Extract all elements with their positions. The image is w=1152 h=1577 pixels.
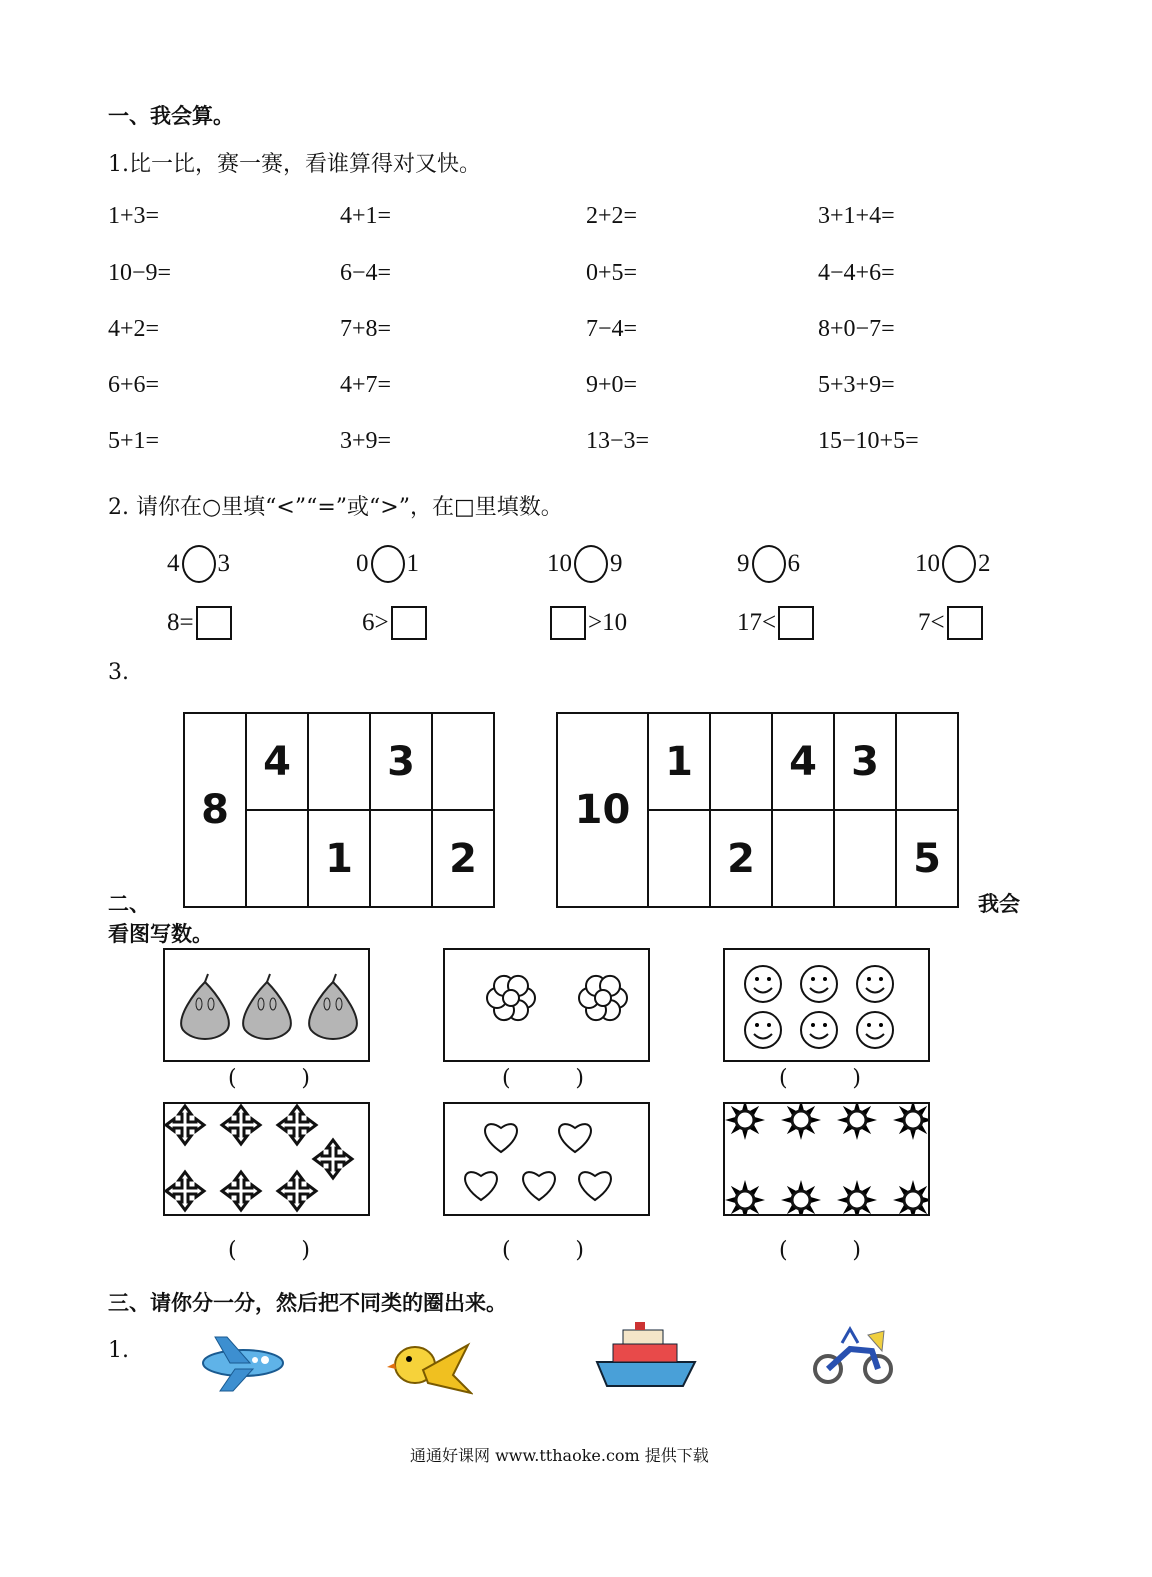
number-split-table-right bbox=[556, 712, 959, 908]
bottom-cell[interactable] bbox=[772, 810, 834, 907]
equation: 6+6= bbox=[108, 372, 160, 398]
fill-prefix: 17< bbox=[737, 609, 777, 636]
equation: 7+8= bbox=[340, 316, 392, 342]
compare-left: 10 bbox=[915, 550, 940, 577]
fill-prefix: 8= bbox=[167, 609, 194, 636]
bottom-cell: 5 bbox=[896, 810, 958, 907]
question-1: 1.比一比，赛一赛，看谁算得对又快。 bbox=[108, 152, 481, 177]
top-cell[interactable] bbox=[710, 713, 772, 810]
compare-left: 0 bbox=[356, 550, 369, 577]
equation: 9+0= bbox=[586, 372, 638, 398]
equation: 10−9= bbox=[108, 260, 172, 286]
smiley-icon bbox=[801, 966, 837, 1002]
cross-icon bbox=[278, 1106, 316, 1144]
compare-right: 3 bbox=[217, 550, 230, 577]
smiley-icon bbox=[745, 1012, 781, 1048]
answer-parentheses[interactable] bbox=[779, 1238, 861, 1263]
flower-icons bbox=[445, 950, 648, 1060]
bottom-cell: 2 bbox=[432, 810, 494, 907]
equation: 3+9= bbox=[340, 428, 392, 454]
equation: 15−10+5= bbox=[818, 428, 919, 454]
top-cell[interactable] bbox=[896, 713, 958, 810]
answer-parentheses[interactable] bbox=[779, 1066, 861, 1091]
motorcycle-image[interactable] bbox=[812, 1325, 894, 1387]
compare-left: 4 bbox=[167, 550, 180, 577]
equation: 7−4= bbox=[586, 316, 638, 342]
bottom-cell[interactable] bbox=[648, 810, 710, 907]
answer-box[interactable] bbox=[196, 606, 232, 640]
equation: 5+3+9= bbox=[818, 372, 895, 398]
picture-box-heart bbox=[443, 1102, 650, 1216]
heart-icons bbox=[445, 1104, 648, 1214]
sun-icon bbox=[893, 1104, 928, 1140]
equation: 4+2= bbox=[108, 316, 160, 342]
section3-question-1: 1. bbox=[108, 1338, 129, 1363]
footer-text: 通通好课网 www.tthaoke.com 提供下载 bbox=[410, 1446, 709, 1465]
ship-image[interactable] bbox=[595, 1320, 699, 1392]
cross-icon bbox=[314, 1140, 352, 1178]
sun-icons bbox=[725, 1104, 928, 1214]
equation: 8+0−7= bbox=[818, 316, 895, 342]
pear-icons bbox=[165, 950, 368, 1060]
answer-parentheses[interactable] bbox=[502, 1066, 584, 1091]
smiley-icon bbox=[857, 1012, 893, 1048]
compare-left: 9 bbox=[737, 550, 750, 577]
pear-icon bbox=[243, 974, 291, 1039]
answer-parentheses[interactable] bbox=[228, 1066, 310, 1091]
heart-icon bbox=[485, 1124, 517, 1152]
answer-box[interactable] bbox=[550, 606, 586, 640]
section2-title-part1: 二、 bbox=[108, 892, 150, 916]
heart-icon bbox=[559, 1124, 591, 1152]
pear-icon bbox=[309, 974, 357, 1039]
equation: 4−4+6= bbox=[818, 260, 895, 286]
answer-circle[interactable] bbox=[574, 545, 608, 583]
paren-open: ( bbox=[228, 1238, 237, 1263]
paren-open: ( bbox=[502, 1238, 511, 1263]
compare-item bbox=[915, 545, 991, 583]
paren-open: ( bbox=[228, 1066, 237, 1091]
answer-circle[interactable] bbox=[371, 545, 405, 583]
fill-item bbox=[167, 606, 234, 640]
bird-image[interactable] bbox=[383, 1325, 473, 1397]
sun-icon bbox=[837, 1104, 877, 1140]
equation: 4+7= bbox=[340, 372, 392, 398]
section2-title-part2: 我会 bbox=[978, 892, 1020, 916]
paren-close: ) bbox=[852, 1066, 861, 1091]
paren-open: ( bbox=[779, 1238, 788, 1263]
top-cell[interactable] bbox=[432, 713, 494, 810]
bottom-cell: 1 bbox=[308, 810, 370, 907]
smiley-icon bbox=[801, 1012, 837, 1048]
cross-icon bbox=[278, 1172, 316, 1210]
pear-icon bbox=[181, 974, 229, 1039]
top-cell: 4 bbox=[772, 713, 834, 810]
sun-icon bbox=[893, 1180, 928, 1214]
cross-icon bbox=[166, 1172, 204, 1210]
section1-title: 一、我会算。 bbox=[108, 104, 234, 128]
bottom-cell: 2 bbox=[710, 810, 772, 907]
paren-close: ) bbox=[301, 1066, 310, 1091]
picture-box-smiley bbox=[723, 948, 930, 1062]
fill-suffix: >10 bbox=[588, 609, 628, 636]
section2-title-part3: 看图写数。 bbox=[108, 922, 213, 946]
compare-item bbox=[737, 545, 800, 583]
picture-box-pear bbox=[163, 948, 370, 1062]
fill-item bbox=[548, 606, 627, 640]
total-cell: 8 bbox=[184, 713, 246, 907]
sun-icon bbox=[781, 1180, 821, 1214]
smiley-icon bbox=[745, 966, 781, 1002]
top-cell[interactable] bbox=[308, 713, 370, 810]
answer-circle[interactable] bbox=[752, 545, 786, 583]
bottom-cell[interactable] bbox=[370, 810, 432, 907]
heart-icon bbox=[465, 1172, 497, 1200]
answer-circle[interactable] bbox=[182, 545, 216, 583]
sun-icon bbox=[725, 1104, 765, 1140]
heart-icon bbox=[579, 1172, 611, 1200]
compare-item bbox=[356, 545, 419, 583]
fill-prefix: 7< bbox=[918, 609, 945, 636]
answer-box[interactable] bbox=[778, 606, 814, 640]
equation: 3+1+4= bbox=[818, 203, 895, 229]
compare-left: 10 bbox=[547, 550, 572, 577]
sun-icon bbox=[837, 1180, 877, 1214]
flower-icon bbox=[487, 976, 535, 1020]
paren-close: ) bbox=[575, 1238, 584, 1263]
number-split-table-left bbox=[183, 712, 495, 908]
equation: 1+3= bbox=[108, 203, 160, 229]
cross-icon bbox=[166, 1106, 204, 1144]
sun-icon bbox=[725, 1180, 765, 1214]
equation: 2+2= bbox=[586, 203, 638, 229]
total-cell: 10 bbox=[557, 713, 648, 907]
cross-icon bbox=[222, 1106, 260, 1144]
answer-box[interactable] bbox=[947, 606, 983, 640]
smiley-icons bbox=[725, 950, 928, 1060]
paren-open: ( bbox=[502, 1066, 511, 1091]
heart-icon bbox=[523, 1172, 555, 1200]
bottom-cell[interactable] bbox=[834, 810, 896, 907]
answer-parentheses[interactable] bbox=[228, 1238, 310, 1263]
smiley-icon bbox=[857, 966, 893, 1002]
answer-circle[interactable] bbox=[942, 545, 976, 583]
equation: 0+5= bbox=[586, 260, 638, 286]
paren-open: ( bbox=[779, 1066, 788, 1091]
flower-icon bbox=[579, 976, 627, 1020]
compare-right: 1 bbox=[406, 550, 419, 577]
compare-right: 9 bbox=[610, 550, 623, 577]
picture-box-cross bbox=[163, 1102, 370, 1216]
fill-prefix: 6> bbox=[362, 609, 389, 636]
paren-close: ) bbox=[852, 1238, 861, 1263]
fill-item bbox=[362, 606, 429, 640]
compare-item bbox=[547, 545, 623, 583]
question-2: 2. 请你在○里填“<”“=”或“>”，在□里填数。 bbox=[108, 495, 563, 520]
fill-item bbox=[737, 606, 816, 640]
equation: 13−3= bbox=[586, 428, 650, 454]
cross-icon bbox=[222, 1172, 260, 1210]
top-cell: 1 bbox=[648, 713, 710, 810]
top-cell: 4 bbox=[246, 713, 308, 810]
section3-title: 三、请你分一分，然后把不同类的圈出来。 bbox=[108, 1291, 507, 1315]
sun-icon bbox=[781, 1104, 821, 1140]
compare-right: 2 bbox=[978, 550, 991, 577]
top-cell: 3 bbox=[370, 713, 432, 810]
question-3: 3. bbox=[108, 660, 129, 685]
equation: 4+1= bbox=[340, 203, 392, 229]
compare-right: 6 bbox=[787, 550, 800, 577]
bottom-cell[interactable] bbox=[246, 810, 308, 907]
equation: 5+1= bbox=[108, 428, 160, 454]
picture-box-sun bbox=[723, 1102, 930, 1216]
equation: 6−4= bbox=[340, 260, 392, 286]
paren-close: ) bbox=[301, 1238, 310, 1263]
paren-close: ) bbox=[575, 1066, 584, 1091]
compare-item bbox=[167, 545, 230, 583]
airplane-image[interactable] bbox=[195, 1325, 290, 1395]
cross-icons bbox=[165, 1104, 368, 1214]
answer-parentheses[interactable] bbox=[502, 1238, 584, 1263]
top-cell: 3 bbox=[834, 713, 896, 810]
fill-item bbox=[918, 606, 985, 640]
picture-box-flower bbox=[443, 948, 650, 1062]
answer-box[interactable] bbox=[391, 606, 427, 640]
